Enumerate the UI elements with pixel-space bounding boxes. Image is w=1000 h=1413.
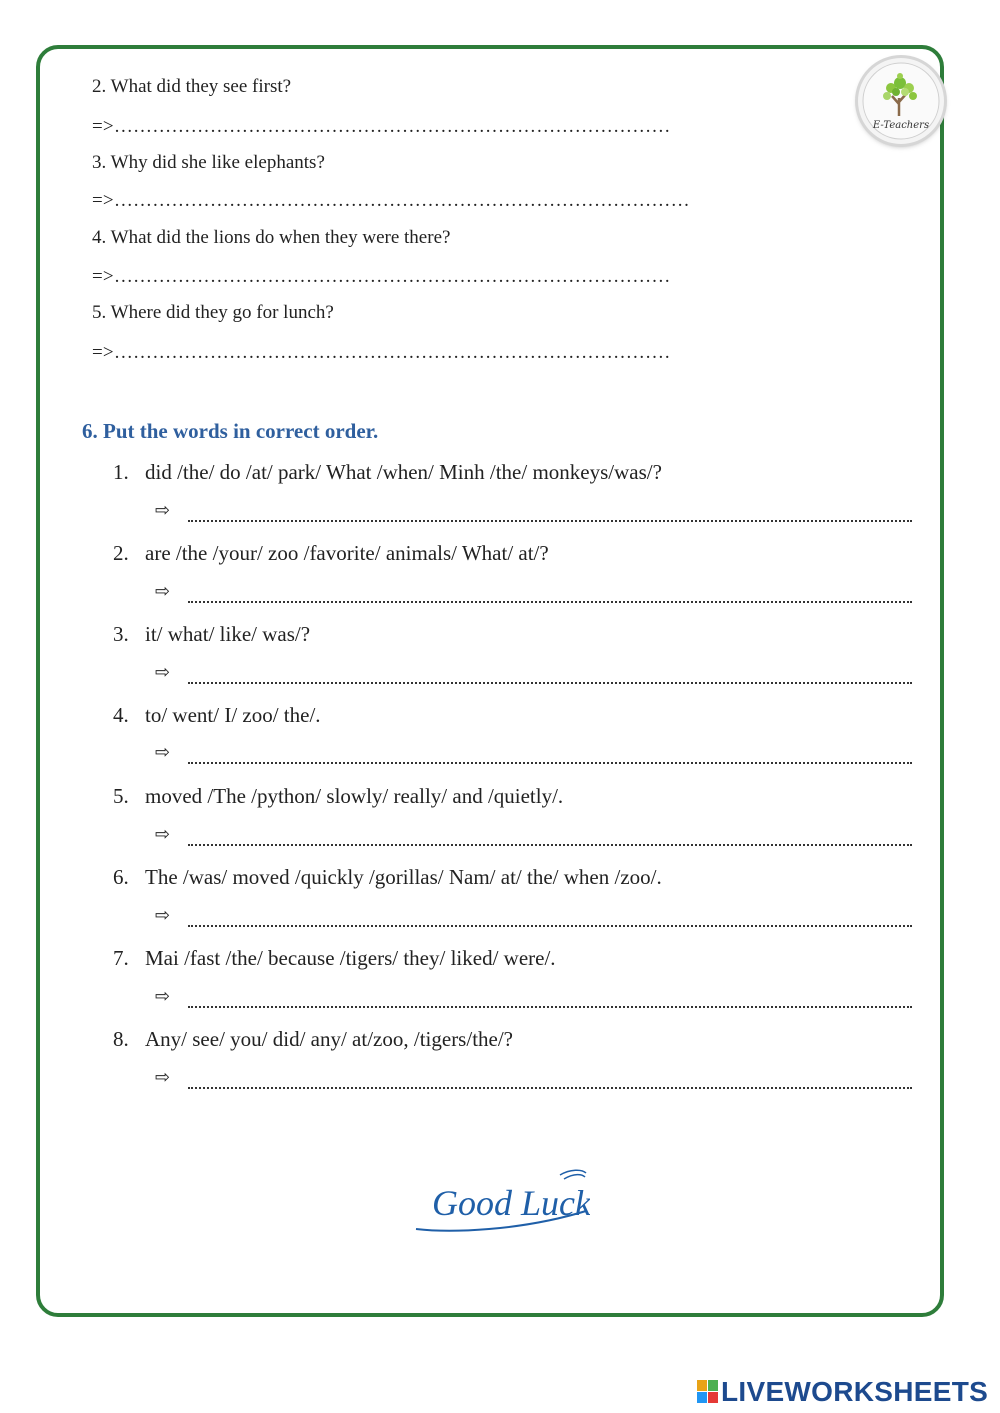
item-words: did /the/ do /at/ park/ What /when/ Minh /the/ monkeys/was/? xyxy=(145,460,662,484)
item-number: 5. xyxy=(113,784,129,808)
answer-row-5[interactable] xyxy=(155,824,912,850)
answer-dotted-line[interactable] xyxy=(188,925,912,927)
item-number: 2. xyxy=(113,541,129,565)
question-5: 5. Where did they go for lunch? xyxy=(92,302,334,323)
arrow-icon: ⇨ xyxy=(155,742,171,763)
answer-row-6[interactable] xyxy=(155,905,912,931)
item-number: 3. xyxy=(113,622,129,646)
answer-row-8[interactable] xyxy=(155,1067,912,1093)
answer-dotted-line[interactable] xyxy=(188,520,912,522)
good-luck-signature xyxy=(410,1163,590,1239)
order-item-6 xyxy=(113,865,662,890)
answer-row-4[interactable] xyxy=(155,742,912,768)
question-4: 4. What did the lions do when they were there? xyxy=(92,227,451,248)
answer-dotted-line[interactable] xyxy=(188,1006,912,1008)
arrow-icon: ⇨ xyxy=(155,500,171,521)
item-words: The /was/ moved /quickly /gorillas/ Nam/ at/ the/ when /zoo/. xyxy=(145,865,662,889)
answer-row-1[interactable] xyxy=(155,500,912,526)
arrow-icon: ⇨ xyxy=(155,581,171,602)
arrow-icon: ⇨ xyxy=(155,1067,171,1088)
item-words: are /the /your/ zoo /favorite/ animals/ What/ at/? xyxy=(145,541,549,565)
answer-line-3[interactable]: =>……………………………………………………………………………… xyxy=(92,190,690,211)
item-words: moved /The /python/ slowly/ really/ and /quietly/. xyxy=(145,784,564,808)
item-words: Mai /fast /the/ because /tigers/ they/ liked/ were/. xyxy=(145,946,556,970)
answer-line-4[interactable]: =>…………………………………………………………………………… xyxy=(92,266,671,287)
item-words: to/ went/ I/ zoo/ the/. xyxy=(145,703,321,727)
item-number: 7. xyxy=(113,946,129,970)
question-2: 2. What did they see first? xyxy=(92,76,292,97)
question-3: 3. Why did she like elephants? xyxy=(92,152,325,173)
liveworksheets-watermark xyxy=(697,1376,993,1410)
logo-text: E-Teachers xyxy=(872,120,930,131)
answer-dotted-line[interactable] xyxy=(188,762,912,764)
order-item-7 xyxy=(113,946,556,971)
order-item-4 xyxy=(113,703,321,728)
liveworksheets-text: LIVEWORKSHEETS xyxy=(721,1376,989,1407)
liveworksheets-icon xyxy=(697,1380,719,1404)
order-item-2 xyxy=(113,541,549,566)
item-number: 1. xyxy=(113,460,129,484)
good-luck-text: Good Luck xyxy=(432,1183,590,1223)
order-item-5 xyxy=(113,784,563,809)
answer-row-2[interactable] xyxy=(155,581,912,607)
answer-dotted-line[interactable] xyxy=(188,844,912,846)
item-number: 4. xyxy=(113,703,129,727)
item-words: it/ what/ like/ was/? xyxy=(145,622,311,646)
item-words: Any/ see/ you/ did/ any/ at/zoo, /tigers/the/? xyxy=(145,1027,514,1051)
e-teachers-logo xyxy=(858,58,944,144)
answer-line-5[interactable]: =>…………………………………………………………………………… xyxy=(92,342,671,363)
section-6-title: 6. Put the words in correct order. xyxy=(82,419,379,443)
item-number: 6. xyxy=(113,865,129,889)
arrow-icon: ⇨ xyxy=(155,824,171,845)
arrow-icon: ⇨ xyxy=(155,662,171,683)
order-item-1 xyxy=(113,460,662,485)
answer-dotted-line[interactable] xyxy=(188,601,912,603)
arrow-icon: ⇨ xyxy=(155,986,171,1007)
answer-dotted-line[interactable] xyxy=(188,1087,912,1089)
answer-line-2[interactable]: =>…………………………………………………………………………… xyxy=(92,116,671,137)
order-item-3 xyxy=(113,622,310,647)
answer-row-7[interactable] xyxy=(155,986,912,1012)
item-number: 8. xyxy=(113,1027,129,1051)
order-item-8 xyxy=(113,1027,513,1052)
answer-dotted-line[interactable] xyxy=(188,682,912,684)
answer-row-3[interactable] xyxy=(155,662,912,688)
arrow-icon: ⇨ xyxy=(155,905,171,926)
